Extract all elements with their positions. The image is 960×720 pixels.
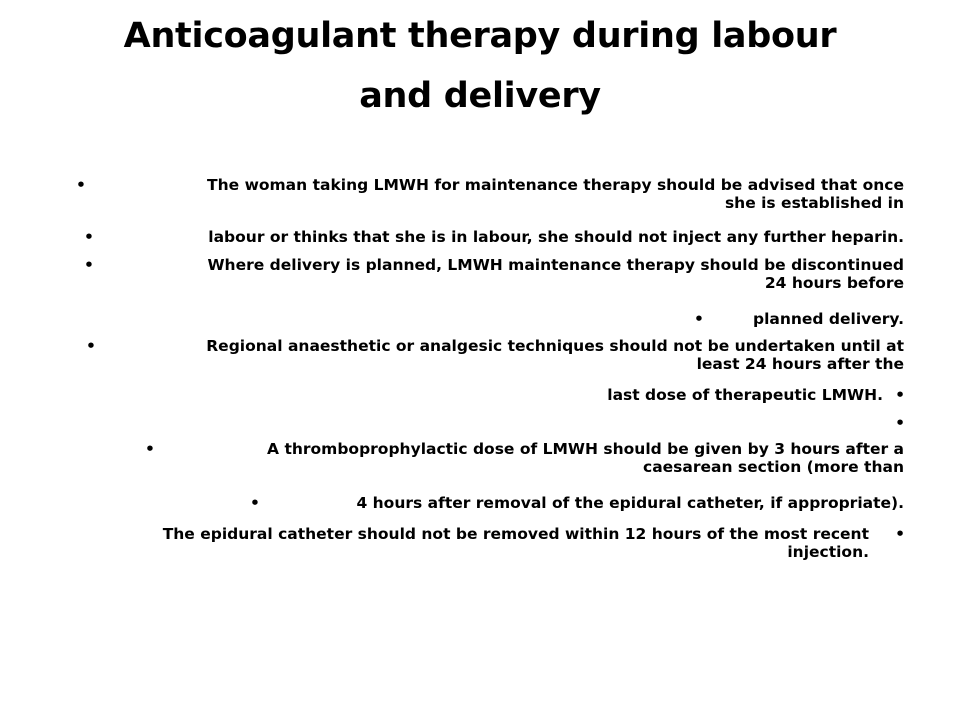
bullet-icon: • bbox=[86, 337, 96, 355]
bullet-icon: • bbox=[895, 525, 905, 543]
bullet-item-3 bbox=[84, 256, 904, 292]
bullet-line: she is established in bbox=[724, 194, 904, 212]
bullet-icon: • bbox=[694, 310, 704, 328]
bullet-line: labour or thinks that she is in labour, she should not inject any further heparin. bbox=[208, 228, 904, 246]
bullet-line: last dose of therapeutic LMWH. bbox=[607, 386, 883, 404]
slide-title-line-1: Anticoagulant therapy during labour bbox=[123, 16, 837, 56]
bullet-line: The woman taking LMWH for maintenance therapy should be advised that once bbox=[207, 176, 904, 194]
bullet-icon: • bbox=[145, 440, 155, 458]
bullet-item-7 bbox=[880, 414, 905, 432]
bullet-line: Where delivery is planned, LMWH maintenance therapy should be discontinued bbox=[207, 256, 904, 274]
bullet-item-4 bbox=[694, 310, 904, 328]
bullet-item-1 bbox=[76, 176, 904, 212]
bullet-line: least 24 hours after the bbox=[696, 355, 904, 373]
bullet-line: planned delivery. bbox=[752, 310, 904, 328]
slide-title-line-2: and delivery bbox=[359, 76, 601, 116]
bullet-item-6 bbox=[555, 386, 905, 404]
bullet-icon: • bbox=[250, 494, 260, 512]
bullet-item-2 bbox=[84, 228, 904, 246]
bullet-icon: • bbox=[84, 228, 94, 246]
bullet-item-5 bbox=[86, 337, 904, 373]
bullet-item-9 bbox=[250, 494, 904, 512]
bullet-line: Regional anaesthetic or analgesic techniques should not be undertaken until at bbox=[206, 337, 904, 355]
bullet-icon: • bbox=[76, 176, 86, 194]
bullet-item-8 bbox=[145, 440, 904, 476]
bullet-line: caesarean section (more than bbox=[643, 458, 904, 476]
bullet-line: A thromboprophylactic dose of LMWH should be given by 3 hours after a bbox=[267, 440, 904, 458]
bullet-icon: • bbox=[895, 414, 905, 432]
bullet-item-10 bbox=[60, 525, 905, 561]
bullet-line: 4 hours after removal of the epidural catheter, if appropriate). bbox=[356, 494, 904, 512]
bullet-icon: • bbox=[895, 386, 905, 404]
bullet-line: 24 hours before bbox=[764, 274, 904, 292]
bullet-line: The epidural catheter should not be removed within 12 hours of the most recent bbox=[162, 525, 869, 543]
bullet-line: injection. bbox=[787, 543, 869, 561]
bullet-icon: • bbox=[84, 256, 94, 274]
